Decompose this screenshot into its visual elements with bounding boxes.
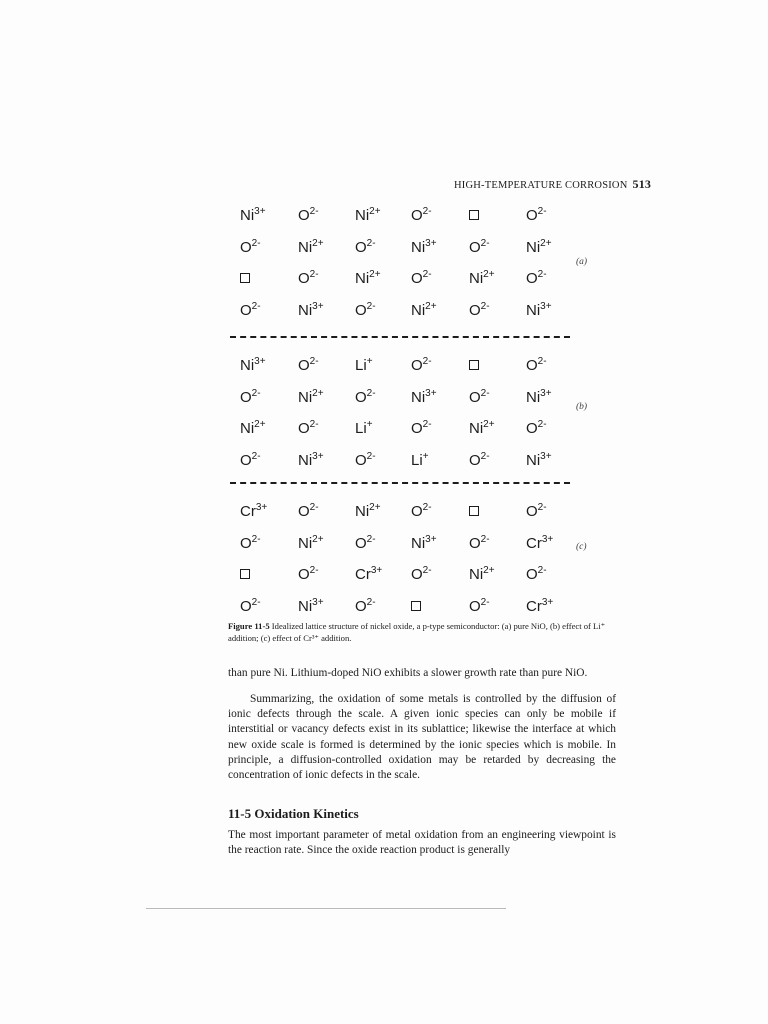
ion-o: $O^{2-}$ [298,565,319,583]
panel-label: (c) [576,542,587,552]
vacancy-box [469,360,479,370]
ion-o: $O^{2-}$ [240,237,261,256]
vacancy-square-icon [240,565,250,585]
vacancy-box [469,210,479,220]
ion-ni: $Ni^{2+}$ [355,502,381,520]
ion-ni: $Ni^{2+}$ [298,237,324,256]
ion-o: $O^{2-}$ [411,419,432,437]
ion-o: $O^{2-}$ [240,387,261,406]
ion-li: Li+ [411,450,429,469]
ion-ni: $Ni^{2+}$ [355,269,381,287]
paragraph: Summarizing, the oxidation of some metals is controlled by the diffusion of ionic defects through the scale. A given ionic species can only be mobile if interstitial or vacancy defects exist in its sublattice; likewise the interface at which new oxide scale is formed is determined by the ionic species which is mobile. In principle, a diffusion-controlled oxidation may be retarded by decreasing the concentration of ionic defects in the scale. [228,693,616,782]
lattice-panel-b [228,356,604,482]
ion-ni: $Ni^{3+}$ [298,300,324,319]
ion-o: $O^{2-}$ [469,237,490,256]
ion-ni: $Ni^{3+}$ [240,206,266,224]
ion-o: $O^{2-}$ [469,300,490,319]
ion-ni: $Ni^{2+}$ [298,533,324,552]
vacancy-square-icon [469,502,479,522]
ion-li: Li+ [355,356,373,374]
caption-text: Idealized lattice structure of nickel oxide, a p-type semiconductor: (a) pure NiO, (b) effect of Li⁺ addition; (c) effect of Cr³⁺ addition. [228,621,606,643]
vacancy-box [469,506,479,516]
ion-ni: $Ni^{2+}$ [469,419,495,437]
ion-cr: $Cr^{3+}$ [526,533,554,552]
ion-ni: $Ni^{3+}$ [411,387,437,406]
ion-ni: $Ni^{2+}$ [298,387,324,406]
ion-o: $O^{2-}$ [240,533,261,552]
ion-o: $O^{2-}$ [469,450,490,469]
paragraph: than pure Ni. Lithium-doped NiO exhibits a slower growth rate than pure NiO. [228,667,588,679]
vacancy-square-icon [469,206,479,226]
ion-cr: $Cr^{3+}$ [240,502,268,520]
ion-ni: $Ni^{2+}$ [469,565,495,583]
ion-ni: $Ni^{2+}$ [355,206,381,224]
ion-o: $O^{2-}$ [355,533,376,552]
ion-ni: $Ni^{3+}$ [240,356,266,374]
vacancy-square-icon [469,356,479,376]
vacancy-box [240,273,250,283]
ion-o: $O^{2-}$ [526,206,547,224]
lattice-panel-c [228,502,604,628]
ion-o: $O^{2-}$ [411,206,432,224]
panel-divider [230,336,570,338]
lattice-panel-a [228,206,604,332]
panel-divider [230,482,570,484]
ion-ni: $Ni^{2+}$ [469,269,495,287]
ion-o: $O^{2-}$ [240,450,261,469]
ion-o: $O^{2-}$ [526,356,547,374]
scan-artifact-line [146,908,506,909]
vacancy-square-icon [411,597,421,617]
ion-o: $O^{2-}$ [298,269,319,287]
lattice-row [228,269,604,301]
lattice-row [228,534,604,566]
ion-ni: $Ni^{3+}$ [298,450,324,469]
lattice-row [228,238,604,270]
ion-o: $O^{2-}$ [298,356,319,374]
ion-o: $O^{2-}$ [411,269,432,287]
running-title: HIGH-TEMPERATURE CORROSION [454,180,628,191]
section-heading: 11-5 Oxidation Kinetics [228,806,359,821]
ion-li: Li+ [355,419,373,437]
ion-ni: $Ni^{3+}$ [526,300,552,319]
figure-caption [228,620,616,644]
ion-o: $O^{2-}$ [411,356,432,374]
ion-o: $O^{2-}$ [411,565,432,583]
lattice-row [228,451,604,483]
ion-ni: $Ni^{3+}$ [411,533,437,552]
ion-o: $O^{2-}$ [355,450,376,469]
ion-o: $O^{2-}$ [355,596,376,615]
ion-ni: $Ni^{3+}$ [526,450,552,469]
lattice-row [228,502,604,534]
paragraph: The most important parameter of metal oxidation from an engineering viewpoint is the reaction rate. Since the oxide reaction product is generally [228,829,616,857]
lattice-row [228,388,604,420]
ion-o: $O^{2-}$ [298,502,319,520]
ion-o: $O^{2-}$ [526,419,547,437]
lattice-row [228,206,604,238]
ion-o: $O^{2-}$ [526,269,547,287]
vacancy-box [240,569,250,579]
vacancy-box [411,601,421,611]
ion-o: $O^{2-}$ [355,300,376,319]
ion-ni: $Ni^{3+}$ [411,237,437,256]
ion-o: $O^{2-}$ [298,419,319,437]
ion-o: $O^{2-}$ [355,387,376,406]
lattice-row [228,301,604,333]
ion-o: $O^{2-}$ [355,237,376,256]
ion-o: $O^{2-}$ [240,300,261,319]
ion-o: $O^{2-}$ [526,502,547,520]
panel-label: (a) [576,257,588,267]
ion-ni: $Ni^{2+}$ [240,419,266,437]
panel-label: (b) [576,402,588,412]
ion-cr: $Cr^{3+}$ [355,565,383,583]
ion-ni: $Ni^{3+}$ [526,387,552,406]
ion-o: $O^{2-}$ [240,596,261,615]
page-number: 513 [632,177,652,191]
ion-ni: $Ni^{2+}$ [411,300,437,319]
ion-o: $O^{2-}$ [469,387,490,406]
ion-o: $O^{2-}$ [526,565,547,583]
lattice-row [228,565,604,597]
ion-o: $O^{2-}$ [469,533,490,552]
figure-label: Figure 11-5 [228,621,270,631]
ion-o: $O^{2-}$ [411,502,432,520]
lattice-row [228,419,604,451]
lattice-row [228,356,604,388]
vacancy-square-icon [240,269,250,289]
ion-cr: $Cr^{3+}$ [526,596,554,615]
ion-ni: $Ni^{3+}$ [298,596,324,615]
running-header [454,177,651,192]
ion-ni: $Ni^{2+}$ [526,237,552,256]
ion-o: $O^{2-}$ [469,596,490,615]
ion-o: $O^{2-}$ [298,206,319,224]
